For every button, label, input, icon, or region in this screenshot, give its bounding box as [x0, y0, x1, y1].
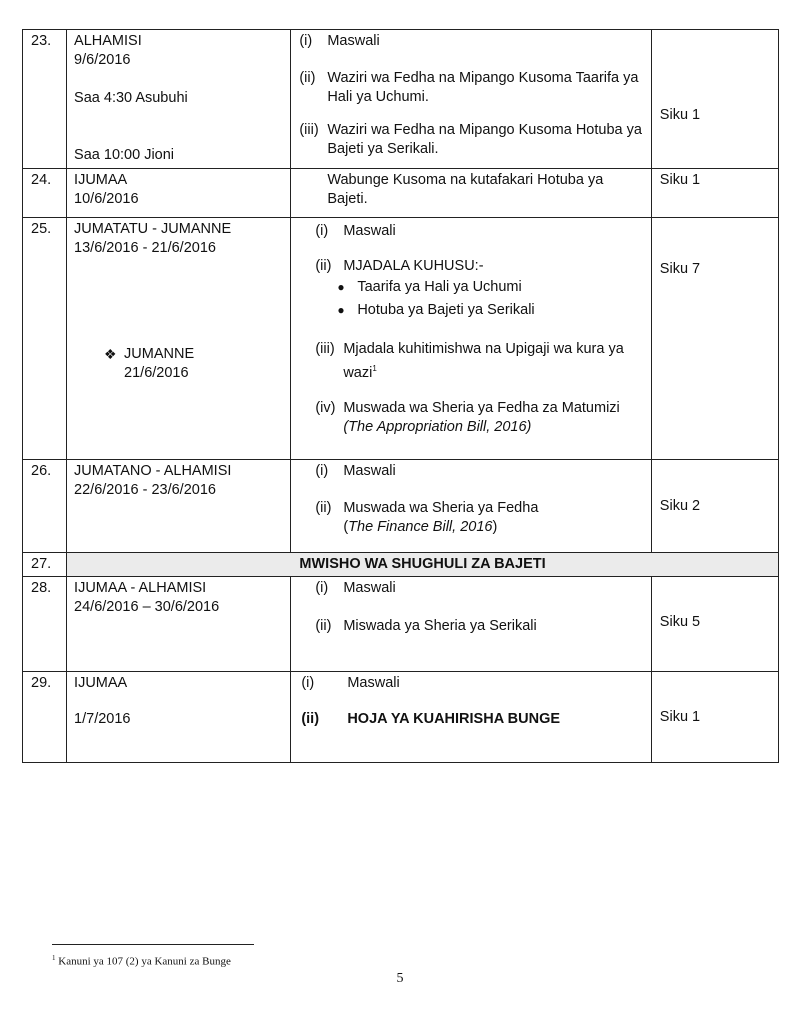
activity-item: (ii) HOJA YA KUAHIRISHA BUNGE: [301, 711, 561, 727]
activity-item: (ii) Miswada ya Sheria ya Serikali: [315, 618, 537, 634]
sub-day: ❖ JUMANNE 21/6/2016: [104, 346, 195, 381]
day-name: ALHAMISI: [74, 33, 142, 49]
table-row: [23, 30, 779, 169]
day-cell: [67, 169, 291, 218]
bullet-item: ● Hotuba ya Bajeti ya Serikali: [337, 302, 535, 318]
date: 22/6/2016 - 23/6/2016: [74, 482, 216, 498]
date: 13/6/2016 - 21/6/2016: [74, 240, 216, 256]
table-row: [23, 169, 779, 218]
day-name: IJUMAA: [74, 675, 128, 691]
day-name: IJUMAA - ALHAMISI: [74, 580, 207, 596]
schedule-table: [22, 29, 779, 763]
date: 24/6/2016 – 30/6/2016: [74, 599, 220, 615]
table-row: [23, 577, 779, 672]
row-number: 28.: [23, 577, 67, 672]
activity-item: (ii) Muswada wa Sheria ya Fedha (The Finance Bill, 2016): [315, 500, 539, 535]
table-row: [23, 672, 779, 763]
activity-item: (iv) Muswada wa Sheria ya Fedha za Matumizi (The Appropriation Bill, 2016): [315, 399, 620, 435]
day-name: JUMATANO - ALHAMISI: [74, 463, 232, 479]
duration-cell: [651, 460, 778, 553]
activity-text: Wabunge Kusoma na kutafakari Hotuba ya Bajeti.: [327, 172, 604, 207]
bullet-icon: ●: [337, 303, 345, 317]
activity-item: (i) Maswali: [299, 33, 380, 49]
activity-item: (i) Maswali: [315, 223, 396, 239]
activity-cell: [291, 30, 651, 169]
footnote-ref: 1: [372, 364, 377, 373]
activity-cell: [291, 672, 651, 763]
date: 1/7/2016: [74, 711, 131, 727]
activity-item: (i) Maswali: [301, 675, 400, 691]
activity-cell: [291, 577, 651, 672]
activity-item: (iii) Mjadala kuhitimishwa na Upigaji wa kura ya wazi$^1$: [315, 341, 624, 381]
row-number: 25.: [23, 218, 67, 460]
activity-item: (ii) MJADALA KUHUSU:-: [315, 258, 484, 274]
day-cell: [67, 577, 291, 672]
activity-item: (i) Maswali: [315, 580, 396, 596]
duration: Siku 1: [659, 709, 701, 725]
activity-item: (i) Maswali: [315, 463, 396, 479]
date: 9/6/2016: [74, 52, 131, 68]
duration: Siku 1: [659, 107, 701, 123]
duration-cell: [651, 577, 778, 672]
footnote: $^1$ Kanuni ya 107 (2) ya Kanuni za Bunge: [52, 954, 231, 968]
page-number: 5: [396, 971, 404, 986]
activity-item: (ii) Waziri wa Fedha na Mipango Kusoma Taarifa ya Hali ya Uchumi.: [299, 70, 639, 105]
duration-cell: [651, 672, 778, 763]
section-banner: MWISHO WA SHUGHULI ZA BAJETI: [67, 553, 779, 577]
duration-cell: [651, 30, 778, 169]
day-name: JUMATATU - JUMANNE: [74, 221, 232, 237]
table-row: [23, 460, 779, 553]
activity-cell: [291, 460, 651, 553]
row-number: 27.: [23, 553, 67, 577]
activity-cell: [291, 218, 651, 460]
table-row: [23, 553, 779, 577]
day-cell: [67, 672, 291, 763]
time: Saa 4:30 Asubuhi: [74, 90, 188, 106]
row-number: 29.: [23, 672, 67, 763]
bullet-item: ● Taarifa ya Hali ya Uchumi: [337, 279, 522, 295]
duration-cell: [651, 218, 778, 460]
duration-cell: [651, 169, 778, 218]
duration: Siku 1: [659, 172, 701, 188]
row-number: 26.: [23, 460, 67, 553]
bullet-icon: ●: [337, 280, 345, 294]
duration: Siku 2: [659, 498, 701, 514]
time: Saa 10:00 Jioni: [74, 147, 175, 163]
activity-cell: [291, 169, 651, 218]
row-number: 23.: [23, 30, 67, 169]
day-name: IJUMAA: [74, 172, 128, 188]
duration: Siku 7: [659, 261, 701, 277]
activity-item: (iii) Waziri wa Fedha na Mipango Kusoma Hotuba ya Bajeti ya Serikali.: [299, 122, 642, 157]
day-cell: [67, 30, 291, 169]
table-row: [23, 218, 779, 460]
diamond-bullet-icon: ❖: [104, 346, 117, 362]
date: 10/6/2016: [74, 191, 139, 207]
row-number: 24.: [23, 169, 67, 218]
day-cell: [67, 460, 291, 553]
footnote-divider: [52, 944, 254, 945]
duration: Siku 5: [659, 614, 701, 630]
day-cell: [67, 218, 291, 460]
